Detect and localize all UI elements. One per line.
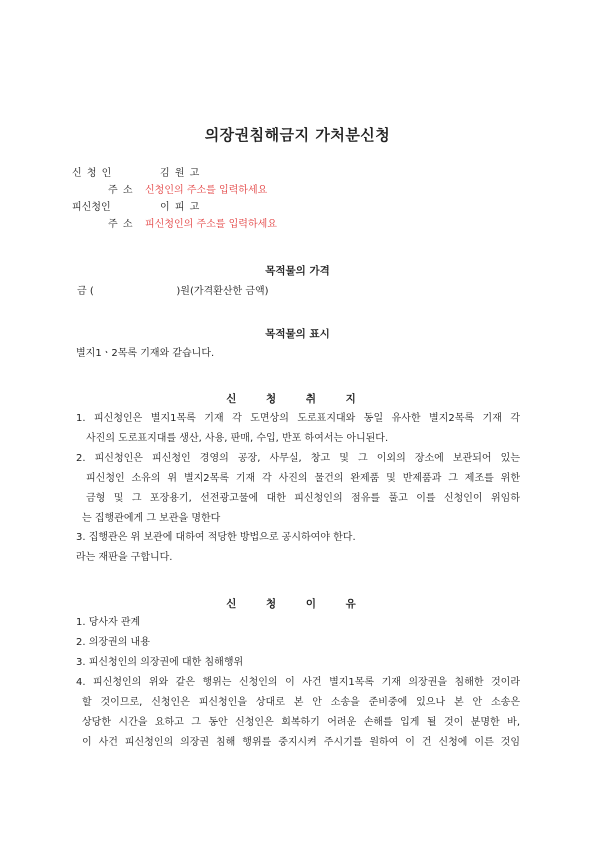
purpose-item-1-line1: 1. 피신청인은 별지1목록 기재 각 도면상의 도로표지대와 동일 유사한 별지2목록 기재 각 [76,413,520,424]
reason-item-4-line4: 이 사건 피신청인의 의장권 침해 행위를 중지시켜 주시기를 원하여 이 건 신청에 이른 것임 [82,737,520,748]
respondent-address-field[interactable]: 피신청인의 주소를 입력하세요 [145,219,277,230]
reason-heading: 신 청 이 유 [226,598,369,610]
applicant-label: 신 청 인 [72,168,113,179]
applicant-address-field[interactable]: 신청인의 주소를 입력하세요 [145,185,268,196]
reason-item-3: 3. 피신청인의 의장권에 대한 침해행위 [76,657,244,668]
price-heading: 목적물의 가격 [265,265,330,277]
display-text: 별지1ㆍ2목록 기재와 같습니다. [76,348,215,359]
purpose-item-2-line2: 피신청인 소유의 위 별지2목록 기재 각 사진의 물건의 완제품 및 반제품과 그 제조를 위한 [86,473,520,484]
applicant-name: 김 원 고 [160,168,201,179]
respondent-name: 이 피 고 [160,202,201,213]
purpose-item-3: 3. 집행관은 위 보관에 대하여 적당한 방법으로 공시하여야 한다. [76,532,356,543]
reason-item-1: 1. 당사자 관계 [76,617,141,628]
purpose-item-2-line1: 2. 피신청인은 피신청인 경영의 공장, 사무실, 창고 및 그 이외의 장소에 보관되어 있는 [76,453,520,464]
page-title: 의장권침해금지 가처분신청 [204,126,391,144]
reason-item-4-line1: 4. 피신청인의 위와 같은 행위는 신청인의 이 사건 별지1목록 기재 의장권을 침해한 것이라 [76,677,520,688]
purpose-item-2-line3: 금형 및 그 포장용기, 선전광고물에 대한 피신청인의 점유를 풀고 이를 신청인이 위임하 [86,493,520,504]
respondent-label: 피신청인 [72,202,111,213]
price-text: 금 ( )원(가격환산한 금액) [77,286,269,297]
applicant-address-label: 주 소 [108,185,134,196]
purpose-closing: 라는 재판을 구합니다. [76,552,173,563]
reason-item-2: 2. 의장권의 내용 [76,637,150,648]
display-heading: 목적물의 표시 [265,328,330,340]
purpose-item-2-line4: 는 집행관에게 그 보관을 명한다 [82,513,221,524]
purpose-item-1-line2: 사진의 도로표지대를 생산, 사용, 판매, 수입, 반포 하여서는 아니된다. [86,433,389,444]
reason-item-4-line3: 상당한 시간을 요하고 그 동안 신청인은 회복하기 어려운 손해를 입게 될 것이 분명한 바, [82,717,520,728]
reason-item-4-line2: 할 것이므로, 신청인은 피신청인을 상대로 본 안 소송을 준비중에 있으나 본 안 소송은 [82,697,520,708]
purpose-heading: 신 청 취 지 [226,393,369,405]
respondent-address-label: 주 소 [108,219,134,230]
